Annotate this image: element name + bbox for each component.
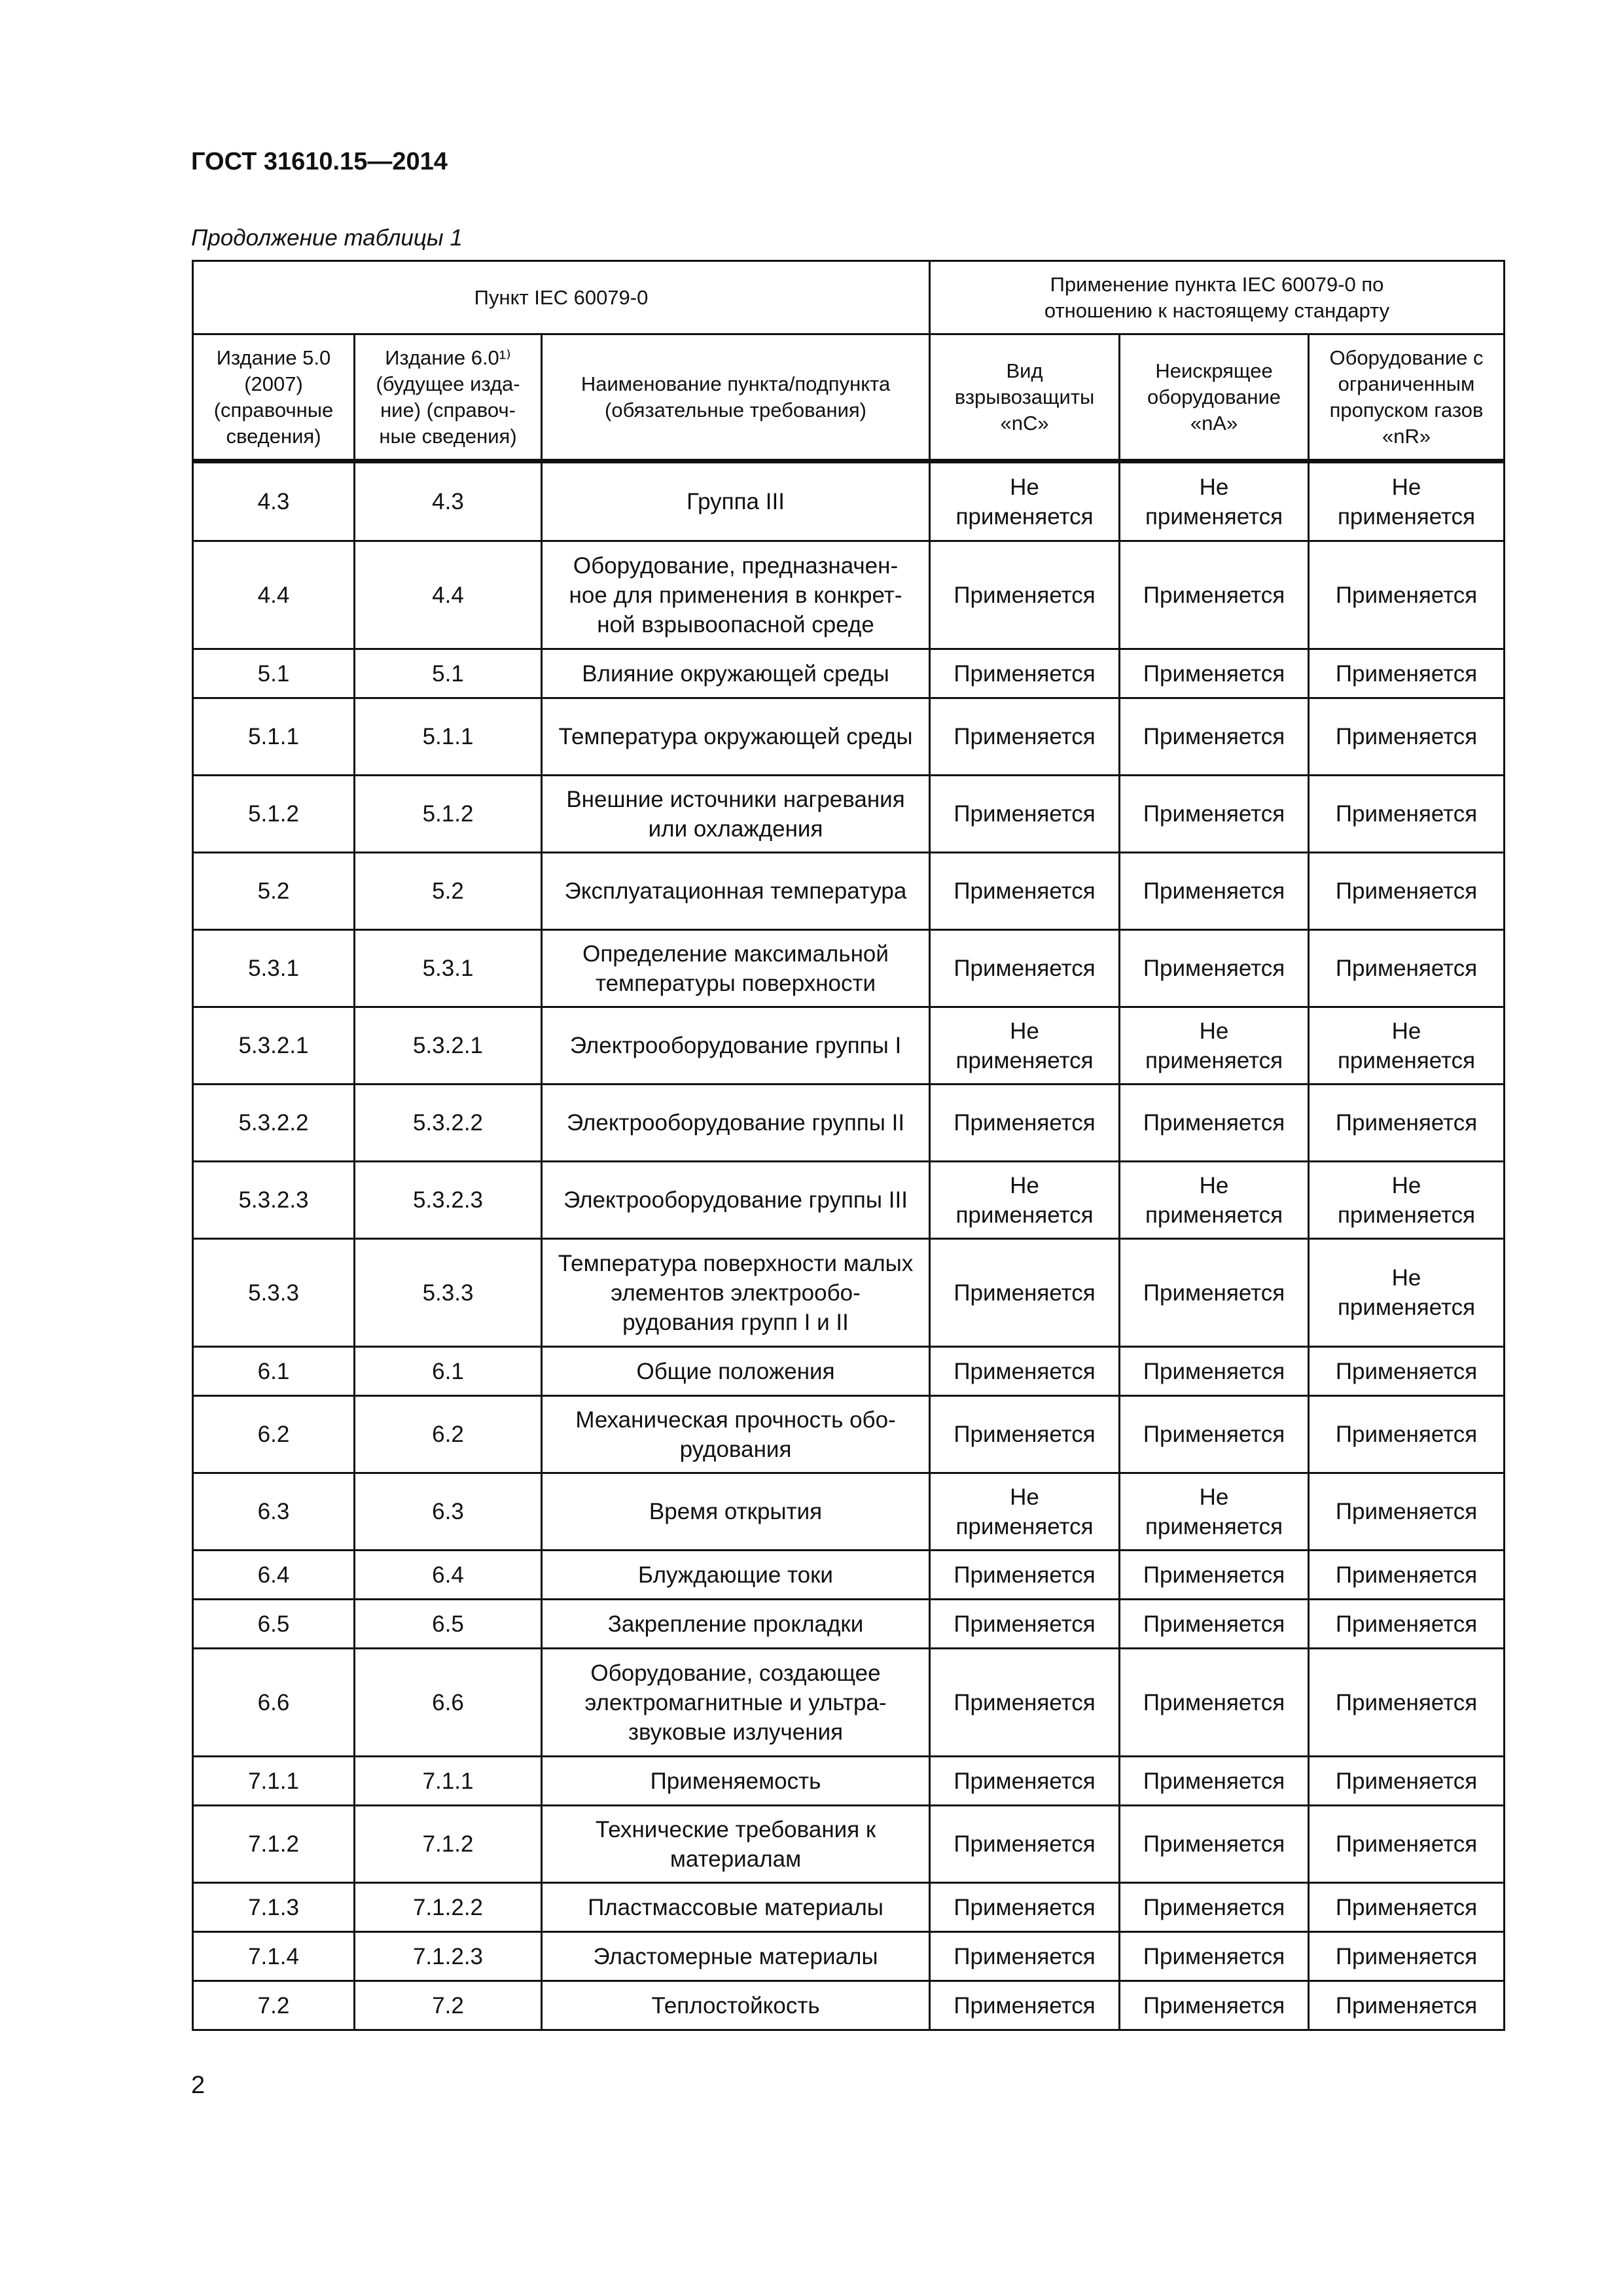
- cell-nc: Применяется: [931, 853, 1120, 931]
- cell-edition-5: 6.1: [194, 1348, 355, 1397]
- cell-na: Не применяется: [1120, 461, 1310, 542]
- cell-nr: Применяется: [1310, 1551, 1505, 1600]
- cell-nc: Применяется: [931, 1982, 1120, 2031]
- cell-clause-name: Закрепление прокладки: [543, 1600, 931, 1649]
- cell-clause-name: Эластомерные материалы: [543, 1933, 931, 1982]
- page-number: 2: [191, 2072, 205, 2099]
- column-header-na: Неискрящее оборудование «nA»: [1120, 335, 1310, 461]
- column-header-edition-5: Издание 5.0 (2007) (справочные сведения): [194, 335, 355, 461]
- cell-nc: Применяется: [931, 776, 1120, 853]
- cell-nr: Применяется: [1310, 853, 1505, 931]
- cell-clause-name: Время открытия: [543, 1474, 931, 1551]
- group-header-iec-clause: Пункт IEC 60079-0: [194, 262, 931, 335]
- cell-clause-name: Теплостойкость: [543, 1982, 931, 2031]
- cell-edition-6: 4.4: [355, 542, 543, 650]
- cell-na: Применяется: [1120, 776, 1310, 853]
- cell-clause-name: Общие положения: [543, 1348, 931, 1397]
- cell-na: Применяется: [1120, 1348, 1310, 1397]
- cell-nc: Применяется: [931, 1348, 1120, 1397]
- cell-edition-5: 5.3.2.1: [194, 1008, 355, 1085]
- cell-nr: Не применяется: [1310, 1240, 1505, 1348]
- cell-na: Применяется: [1120, 542, 1310, 650]
- table-row: [194, 776, 1505, 853]
- table-row: [194, 1933, 1505, 1982]
- cell-nr: Применяется: [1310, 1085, 1505, 1162]
- cell-edition-5: 5.1.2: [194, 776, 355, 853]
- cell-edition-6: 6.4: [355, 1551, 543, 1600]
- cell-nr: Применяется: [1310, 1806, 1505, 1884]
- cell-nr: Применяется: [1310, 1474, 1505, 1551]
- cell-nc: Применяется: [931, 650, 1120, 699]
- cell-nc: Не применяется: [931, 1008, 1120, 1085]
- group-header-application: Применение пункта IEC 60079-0 по отношению к настоящему стандарту: [931, 262, 1505, 335]
- cell-nr: Применяется: [1310, 776, 1505, 853]
- cell-na: Не применяется: [1120, 1162, 1310, 1240]
- cell-na: Применяется: [1120, 699, 1310, 776]
- cell-nc: Применяется: [931, 1757, 1120, 1806]
- cell-clause-name: Технические требования к материалам: [543, 1806, 931, 1884]
- cell-nr: Не применяется: [1310, 1008, 1505, 1085]
- cell-edition-6: 6.5: [355, 1600, 543, 1649]
- cell-edition-6: 5.1: [355, 650, 543, 699]
- cell-clause-name: Электрооборудование группы III: [543, 1162, 931, 1240]
- cell-edition-6: 6.1: [355, 1348, 543, 1397]
- table-row: [194, 1600, 1505, 1649]
- cell-edition-6: 7.1.2.2: [355, 1884, 543, 1933]
- table-row: [194, 1240, 1505, 1348]
- cell-nc: Применяется: [931, 1649, 1120, 1757]
- cell-edition-5: 5.3.3: [194, 1240, 355, 1348]
- table-row: [194, 1757, 1505, 1806]
- table-row: [194, 542, 1505, 650]
- cell-clause-name: Электрооборудование группы I: [543, 1008, 931, 1085]
- cell-na: Применяется: [1120, 1982, 1310, 2031]
- clause-applicability-table: [192, 260, 1505, 2031]
- cell-clause-name: Температура окружающей среды: [543, 699, 931, 776]
- cell-nr: Применяется: [1310, 1884, 1505, 1933]
- cell-clause-name: Оборудование, предназначен-ное для применения в конкрет-ной взрывоопасной среде: [543, 542, 931, 650]
- cell-edition-5: 6.5: [194, 1600, 355, 1649]
- cell-nc: Не применяется: [931, 461, 1120, 542]
- document-title: ГОСТ 31610.15—2014: [191, 148, 448, 175]
- cell-edition-5: 4.3: [194, 461, 355, 542]
- cell-edition-6: 6.2: [355, 1397, 543, 1474]
- cell-nc: Применяется: [931, 1600, 1120, 1649]
- cell-nc: Не применяется: [931, 1474, 1120, 1551]
- cell-nr: Применяется: [1310, 1649, 1505, 1757]
- table-row: [194, 1397, 1505, 1474]
- cell-nc: Применяется: [931, 1240, 1120, 1348]
- cell-na: Применяется: [1120, 1551, 1310, 1600]
- cell-edition-5: 7.1.4: [194, 1933, 355, 1982]
- cell-edition-6: 5.3.2.1: [355, 1008, 543, 1085]
- cell-clause-name: Эксплуатационная температура: [543, 853, 931, 931]
- cell-na: Применяется: [1120, 931, 1310, 1008]
- cell-clause-name: Группа III: [543, 461, 931, 542]
- column-header-nc: Вид взрывозащиты «nC»: [931, 335, 1120, 461]
- cell-edition-5: 7.1.3: [194, 1884, 355, 1933]
- table-row: [194, 1085, 1505, 1162]
- column-header-edition-6: Издание 6.0¹⁾ (будущее изда-ние) (справоч-ные сведения): [355, 335, 543, 461]
- table-row: [194, 1162, 1505, 1240]
- table-body: [194, 461, 1505, 2031]
- column-header-nr: Оборудование с ограниченным пропуском газов «nR»: [1310, 335, 1505, 461]
- cell-clause-name: Влияние окружающей среды: [543, 650, 931, 699]
- cell-nr: Применяется: [1310, 1600, 1505, 1649]
- cell-nr: Применяется: [1310, 931, 1505, 1008]
- cell-clause-name: Механическая прочность обо-рудования: [543, 1397, 931, 1474]
- cell-nc: Применяется: [931, 1933, 1120, 1982]
- cell-edition-5: 7.2: [194, 1982, 355, 2031]
- table-row: [194, 650, 1505, 699]
- cell-edition-6: 5.1.2: [355, 776, 543, 853]
- cell-edition-5: 4.4: [194, 542, 355, 650]
- table-row: [194, 1008, 1505, 1085]
- cell-edition-6: 4.3: [355, 461, 543, 542]
- cell-edition-6: 6.6: [355, 1649, 543, 1757]
- cell-clause-name: Пластмассовые материалы: [543, 1884, 931, 1933]
- cell-na: Применяется: [1120, 1757, 1310, 1806]
- cell-nc: Применяется: [931, 542, 1120, 650]
- cell-nc: Применяется: [931, 699, 1120, 776]
- cell-nc: Применяется: [931, 1551, 1120, 1600]
- cell-edition-6: 7.1.1: [355, 1757, 543, 1806]
- cell-na: Не применяется: [1120, 1474, 1310, 1551]
- cell-edition-6: 7.1.2: [355, 1806, 543, 1884]
- table-row: [194, 699, 1505, 776]
- cell-nc: Применяется: [931, 1085, 1120, 1162]
- cell-nr: Применяется: [1310, 650, 1505, 699]
- table-row: [194, 1884, 1505, 1933]
- cell-edition-6: 6.3: [355, 1474, 543, 1551]
- cell-nr: Применяется: [1310, 699, 1505, 776]
- cell-na: Применяется: [1120, 1806, 1310, 1884]
- cell-na: Применяется: [1120, 1600, 1310, 1649]
- cell-nr: Не применяется: [1310, 1162, 1505, 1240]
- cell-edition-5: 5.1: [194, 650, 355, 699]
- table-row: [194, 853, 1505, 931]
- cell-clause-name: Оборудование, создающее электромагнитные и ультра-звуковые излучения: [543, 1649, 931, 1757]
- cell-nr: Применяется: [1310, 1397, 1505, 1474]
- cell-clause-name: Температура поверхности малых элементов электрообо-рудования групп I и II: [543, 1240, 931, 1348]
- table-caption: Продолжение таблицы 1: [191, 225, 463, 251]
- cell-nr: Применяется: [1310, 542, 1505, 650]
- cell-edition-5: 7.1.2: [194, 1806, 355, 1884]
- cell-edition-5: 5.3.1: [194, 931, 355, 1008]
- cell-nr: Не применяется: [1310, 461, 1505, 542]
- cell-edition-6: 5.3.2.2: [355, 1085, 543, 1162]
- column-header-clause-name: Наименование пункта/подпункта (обязательные требования): [543, 335, 931, 461]
- cell-nc: Применяется: [931, 1884, 1120, 1933]
- cell-edition-5: 5.3.2.2: [194, 1085, 355, 1162]
- cell-na: Применяется: [1120, 1884, 1310, 1933]
- table-row: [194, 1348, 1505, 1397]
- cell-edition-6: 7.2: [355, 1982, 543, 2031]
- table-row: [194, 1982, 1505, 2031]
- cell-clause-name: Определение максимальной температуры поверхности: [543, 931, 931, 1008]
- cell-edition-5: 5.2: [194, 853, 355, 931]
- cell-edition-5: 6.6: [194, 1649, 355, 1757]
- cell-clause-name: Применяемость: [543, 1757, 931, 1806]
- cell-edition-6: 5.2: [355, 853, 543, 931]
- cell-edition-5: 6.2: [194, 1397, 355, 1474]
- cell-edition-6: 7.1.2.3: [355, 1933, 543, 1982]
- cell-na: Применяется: [1120, 650, 1310, 699]
- cell-clause-name: Внешние источники нагревания или охлаждения: [543, 776, 931, 853]
- cell-nr: Применяется: [1310, 1757, 1505, 1806]
- cell-nc: Не применяется: [931, 1162, 1120, 1240]
- cell-edition-5: 6.4: [194, 1551, 355, 1600]
- cell-na: Применяется: [1120, 1933, 1310, 1982]
- cell-na: Применяется: [1120, 1240, 1310, 1348]
- table-row: [194, 1474, 1505, 1551]
- cell-edition-5: 5.3.2.3: [194, 1162, 355, 1240]
- cell-clause-name: Электрооборудование группы II: [543, 1085, 931, 1162]
- cell-nc: Применяется: [931, 1806, 1120, 1884]
- cell-clause-name: Блуждающие токи: [543, 1551, 931, 1600]
- cell-na: Не применяется: [1120, 1008, 1310, 1085]
- cell-edition-5: 7.1.1: [194, 1757, 355, 1806]
- cell-edition-6: 5.3.3: [355, 1240, 543, 1348]
- table-row: [194, 461, 1505, 542]
- table-row: [194, 1806, 1505, 1884]
- cell-nr: Применяется: [1310, 1348, 1505, 1397]
- table-row: [194, 1551, 1505, 1600]
- cell-na: Применяется: [1120, 1649, 1310, 1757]
- cell-edition-5: 5.1.1: [194, 699, 355, 776]
- cell-edition-6: 5.3.2.3: [355, 1162, 543, 1240]
- cell-edition-6: 5.1.1: [355, 699, 543, 776]
- table-row: [194, 1649, 1505, 1757]
- cell-na: Применяется: [1120, 1397, 1310, 1474]
- cell-edition-5: 6.3: [194, 1474, 355, 1551]
- cell-nr: Применяется: [1310, 1933, 1505, 1982]
- cell-nc: Применяется: [931, 931, 1120, 1008]
- cell-na: Применяется: [1120, 853, 1310, 931]
- cell-nr: Применяется: [1310, 1982, 1505, 2031]
- cell-na: Применяется: [1120, 1085, 1310, 1162]
- cell-edition-6: 5.3.1: [355, 931, 543, 1008]
- table-row: [194, 931, 1505, 1008]
- cell-nc: Применяется: [931, 1397, 1120, 1474]
